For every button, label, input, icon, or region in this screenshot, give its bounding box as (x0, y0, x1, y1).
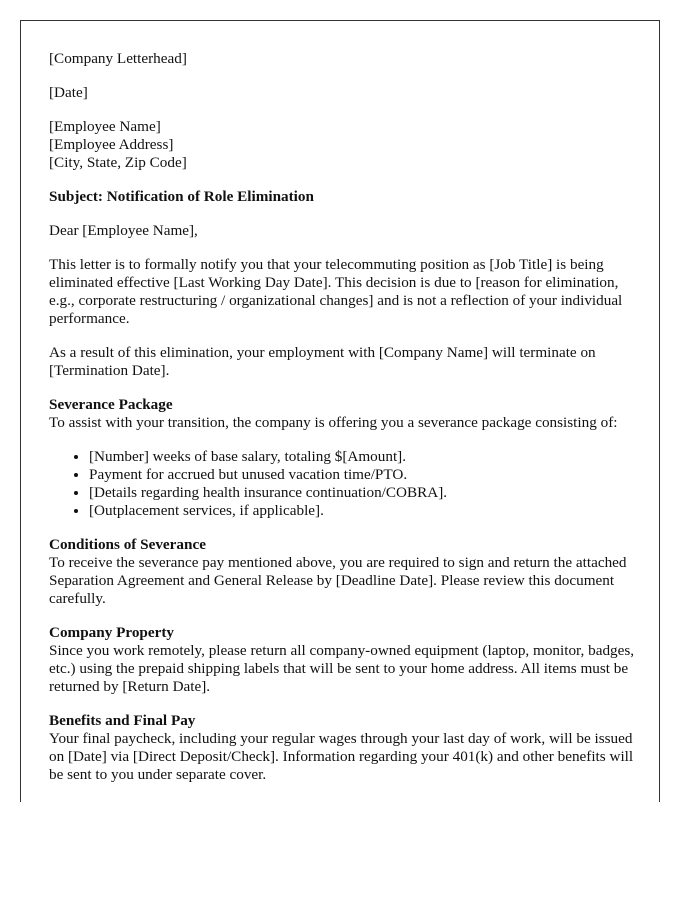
section-benefits-and-final-pay (49, 712, 639, 784)
letter-date: [Date] (49, 84, 88, 101)
section-heading: Benefits and Final Pay (49, 712, 196, 729)
subject-line: Subject: Notification of Role Elimination (49, 188, 314, 205)
termination-paragraph: As a result of this elimination, your employment with [Company Name] will terminate on [Termination Date]. (49, 344, 596, 379)
list-item: • Payment for accrued but unused vacation time/PTO. (89, 466, 639, 484)
recipient-address-block (49, 118, 639, 172)
section-body: Since you work remotely, please return all company-owned equipment (laptop, monitor, badges, etc.) using the prepaid shipping labels that will be sent to your home address. All items must be returned by [Return Date]. (49, 642, 635, 695)
section-severance-package (49, 396, 639, 520)
recipient-address: [Employee Address] (49, 136, 174, 153)
section-heading: Company Property (49, 624, 175, 641)
section-heading: Severance Package (49, 396, 173, 413)
section-company-property (49, 624, 639, 696)
section-body: Your final paycheck, including your regular wages through your last day of work, will be issued on [Date] via [Direct Deposit/Check]. Information regarding your 401(k) and other benefits will be sent to you under separate cover. (49, 730, 634, 783)
recipient-name: [Employee Name] (49, 118, 161, 135)
letter-page (20, 20, 660, 802)
company-letterhead: [Company Letterhead] (49, 50, 187, 67)
list-item: • [Details regarding health insurance continuation/COBRA]. (89, 484, 639, 502)
list-item: • [Outplacement services, if applicable]. (89, 502, 639, 520)
severance-items-list (49, 448, 639, 520)
list-item: • [Number] weeks of base salary, totaling $[Amount]. (89, 448, 639, 466)
section-body: To receive the severance pay mentioned above, you are required to sign and return the attached Separation Agreement and General Release by [Deadline Date]. Please review this document carefully. (49, 554, 627, 607)
section-conditions-of-severance (49, 536, 639, 608)
recipient-city-state-zip: [City, State, Zip Code] (49, 154, 187, 171)
salutation: Dear [Employee Name], (49, 222, 198, 239)
section-body: To assist with your transition, the company is offering you a severance package consisting of: (49, 414, 618, 431)
section-heading: Conditions of Severance (49, 536, 206, 553)
letter-content (49, 50, 639, 800)
intro-paragraph: This letter is to formally notify you that your telecommuting position as [Job Title] is being eliminated effective [Last Working Day Date]. This decision is due to [reason for elimination, e.g., corporate restructuring / organizational changes] and is not a reflection of your individual performance. (49, 256, 623, 327)
